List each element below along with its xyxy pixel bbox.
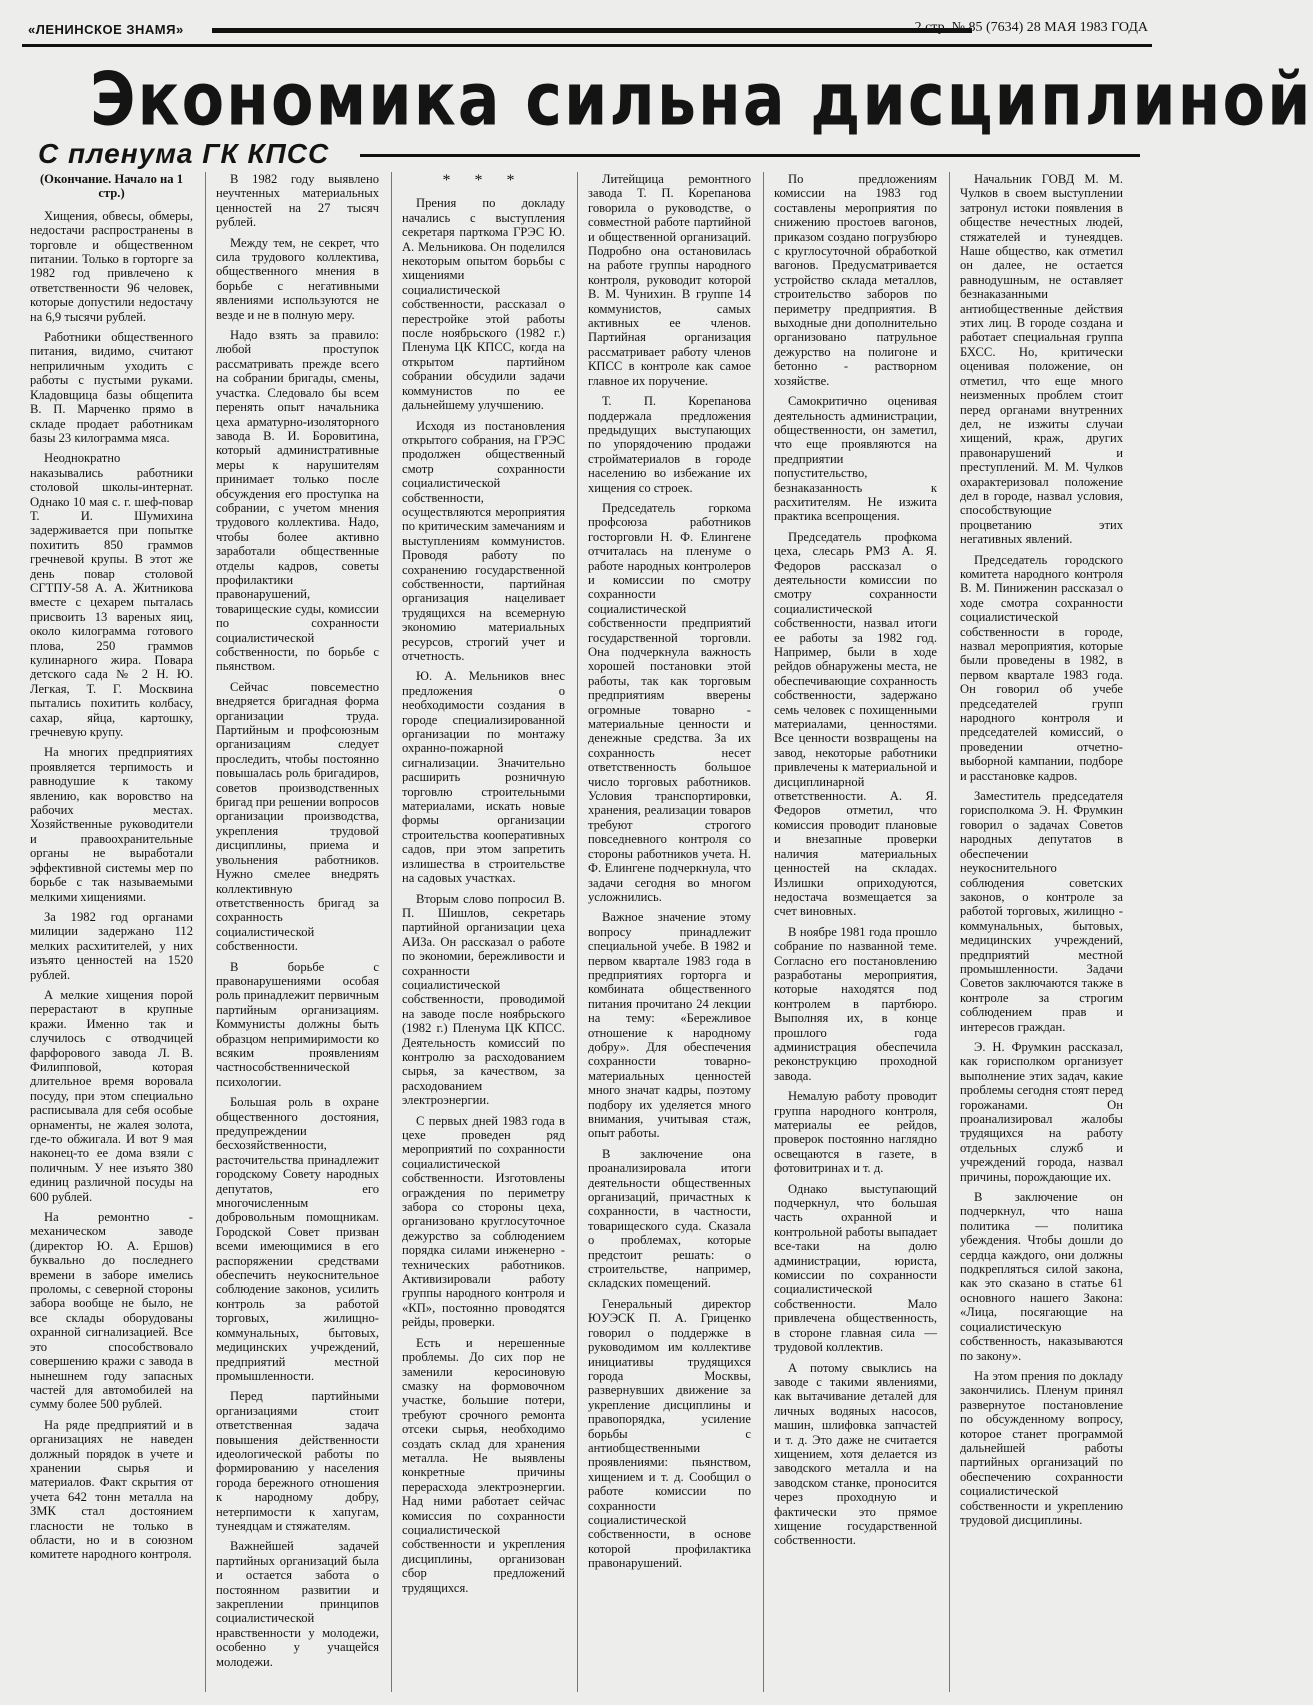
paragraph: Самокритично оценивая деятельность администрации, общественности, он заметил, что еще проявляются на предприятии попустительство, безнаказанность к расхитителям. Не изжита практика всепрощения. xyxy=(774,394,937,524)
paragraph: Однако выступающий подчеркнул, что большая часть охранной и контрольной работы выпадает все-таки на долю администрации, юриста, комиссии по сохранности социалистической собственности. Мало привлечена общественность, в стороне главная сила — трудовой коллектив. xyxy=(774,1181,937,1355)
paragraph: Председатель горкома профсоюза работников госторговли Н. Ф. Елингене отчиталась на пленуме о работе народных контролеров и комиссии по смотру сохранности социалистической собственности предприятий государственной торговли. Она подчеркнула важность хорошей постановки этой работы, так как торговым предприятиям вверены огромные товарно - материальные ценности и денежные средства. За их сохранность несет ответственность большое число торговых работников. Условия транспортировки, хранения, реализации товаров требуют строгого повседневного контроля со стороны работников учета. Н. Ф. Елингене подчеркнула, что задачи сегодня во многом усложнились. xyxy=(588,500,751,904)
paragraph: В ноябре 1981 года прошло собрание по названной теме. Согласно его постановлению разработаны мероприятия, которые находятся под контролем в партбюро. Выполняя их, в конце прошлого года администрация обеспечила реконструкцию проходной завода. xyxy=(774,924,937,1083)
continuation-note: (Окончание. Начало на 1 стр.) xyxy=(39,172,184,201)
paragraph: В борьбе с правонарушениями особая роль принадлежит первичным партийным организациям. Коммунисты должны быть образцом непримиримости ко всяким проявлениям частнособственнической психологии. xyxy=(216,959,379,1089)
paragraph: Немалую работу проводит группа народного контроля, материалы ее рейдов, проверок постоянно наглядно освещаются в газете, в фотовитринах и т. д. xyxy=(774,1089,937,1176)
paragraph: Ю. А. Мельников внес предложения о необходимости создания в городе специализированной организации по монтажу охранно-пожарной сигнализации. Значительно расширить розничную торговлю строительными материалами, искать новые формы организации строительства кооперативных садов, при этом запретить излишества в строительстве на садовых участках. xyxy=(402,669,565,886)
masthead xyxy=(22,14,1152,40)
paragraph: Работники общественного питания, видимо, считают неприличным уходить с работы с пустыми руками. Кладовщица базы общепита В. П. Марченко прямо в складе продает работникам базы 23 килограмма мяса. xyxy=(30,330,193,445)
column-3 xyxy=(402,172,565,1697)
paragraph: Важнейшей задачей партийных организаций была и остается забота о постоянном развитии и закреплении принципов социалистической нравственности у молодежи, особенно у учащейся молодежи. xyxy=(216,1539,379,1669)
paragraph: На многих предприятиях проявляется терпимость и равнодушие к такому явлению, как воровство на рабочих местах. Хозяйственные руководители и правоохранительные органы не выработали эффективной системы мер по борьбе с так называемыми мелкими хищениями. xyxy=(30,745,193,904)
paragraph: Большая роль в охране общественного достояния, предупреждении бесхозяйственности, расточительства принадлежит городскому Совету народных депутатов, его многочисленным добровольным помощникам. Городской Совет призван всеми имеющимися в его распоряжении средствами обеспечить неукоснительное соблюдение законов, усилить контроль за работой торговых, жилищно-коммунальных, бытовых, медицинских учреждений, предприятий местной промышленности. xyxy=(216,1095,379,1383)
column-divider xyxy=(205,172,206,1692)
paragraph: На ремонтно - механическом заводе (директор Ю. А. Ершов) буквально до последнего времени в заборе имелись проломы, с северной стороны забора вообще не было, не все склады оборудованы охранной сигнализацией. Все это способствовало совершению кражи с завода в нынешнем году запасных частей для автомобилей на сумму более 500 рублей. xyxy=(30,1210,193,1412)
section-separator: * * * xyxy=(442,172,525,189)
masthead-rule xyxy=(212,28,972,33)
paragraph: В заключение он подчеркнул, что наша политика — политика убеждения. Чтобы дошли до сердца каждого, они должны подкрепляться силой закона, как это сказано в статье 61 основного нашего Закона: «Лица, посягающие на социалистическую собственность, наказываются по закону». xyxy=(960,1190,1123,1363)
paragraph: Председатель городского комитета народного контроля В. М. Пиниженин рассказал о ходе смотра сохранности социалистической собственности в городе, назвал мероприятия, которые были проведены в 1982, в первом квартале 1983 года. Он говорил об учебе председателей групп народного контроля и председателей комиссий, о проведении отчетно-выборной кампании, подборе и расстановке кадров. xyxy=(960,552,1123,783)
paragraph: С первых дней 1983 года в цехе проведен ряд мероприятий по сохранности социалистической собственности. Изготовлены ограждения по периметру забора со стороны цеха, организовано круглосуточное дежурство за соблюдением порядка силами инженерно - технических работников. Активизировали работу группы народного контроля и «КП», постоянно проводятся рейды, проверки. xyxy=(402,1113,565,1330)
article-columns xyxy=(30,172,1154,1697)
paragraph: Заместитель председателя горисполкома Э. Н. Фрумкин говорил о задачах Советов народных депутатов в обеспечении неукоснительного соблюдения советских законов, о контроле за работой торговых, жилищно - коммунальных, бытовых, медицинских учреждений, предприятий местной промышленности. Задачи Советов заключаются также в контроле за строгим соблюдением прав и интересов граждан. xyxy=(960,789,1123,1034)
paragraph: Т. П. Корепанова поддержала предложения предыдущих выступающих по упорядочению продажи стройматериалов в городе населению во избежание их хищения со строек. xyxy=(588,394,751,495)
paragraph: На ряде предприятий и в организациях не наведен должный порядок в учете и хранении сырья и материалов. Факт скрытия от учета 642 тонн металла на ЗМК стал достоянием гласности не только в области, но и в союзном комитете народного контроля. xyxy=(30,1417,193,1562)
paragraph: Есть и нерешенные проблемы. До сих пор не заменили керосиновую смазку на формовочном участке, большие потери, требуют срочного ремонта отсеки сырья, необходимо создать склад для хранения металла. Не выявлены конкретные причины перерасхода электроэнергии. Над ними работает сейчас комиссия по сохранности социалистической собственности и укрепления дисциплины, организован сбор предложений трудящихся. xyxy=(402,1335,565,1595)
paragraph: Сейчас повсеместно внедряется бригадная форма организации труда. Партийным и профсоюзным организациям следует проследить, чтобы постоянно повышалась роль бригадиров, советов производственных бригад при решении вопросов организации производства, укрепления трудовой дисциплины, приема и увольнения работников. Нужно смелее внедрять коллективную ответственность бригад за сохранность социалистической собственности. xyxy=(216,679,379,954)
subhead: С пленума ГК КПСС xyxy=(38,138,330,169)
paragraph: Надо взять за правило: любой проступок рассматривать прежде всего на собрании бригады, смены, участка. Следовало бы всем перенять опыт начальника цеха арматурно-изоляторного завода В. И. Боровитина, который административные меры к нарушителям принимает только после обсуждения его проступка на собрании, с учетом мнения трудового коллектива. Надо, чтобы более активно заработали общественные отделы кадров, советы профилактики правонарушений, товарищеские суды, комиссии по сохранности социалистической собственности, по борьбе с пьянством. xyxy=(216,328,379,674)
paragraph: Между тем, не секрет, что сила трудового коллектива, общественного мнения в борьбе с негативными явлениями используются не везде и не в полную меру. xyxy=(216,235,379,322)
paragraph: Неоднократно наказывались работники столовой школы-интернат. Однако 10 мая с. г. шеф-повар Т. И. Шумихина задерживается при попытке похитить 850 граммов гречневой крупы. В этот же день повар столовой СГТПУ-58 А. А. Житникова вместе с цехарем пыталась присвоить 13 вареных яиц, около килограмма готового плова, 250 граммов кулинарного жира. Повара детского сада № 2 Н. Ю. Легкая, Т. Г. Москвина пытались похитить колбасу, сахар, яйца, картошку, гречневую крупу. xyxy=(30,451,193,740)
paragraph: В заключение она проанализировала итоги деятельности общественных организаций, причастных к сохранности, в частности, товарищеского суда. Сказала о проблемах, которые предстоит решать: о строительстве, например, складских помещений. xyxy=(588,1146,751,1291)
paragraph: Прения по докладу начались с выступления секретаря парткома ГРЭС Ю. А. Мельникова. Он поделился некоторым опытом борьбы с хищениями социалистической собственности, рассказал о перестройке этой работы после ноябрьского (1982 г.) Пленума ЦК КПСС, когда на открытом партийном собрании обсудили задачи коммунистов по ее дальнейшему улучшению. xyxy=(402,196,565,413)
column-6 xyxy=(960,172,1123,1697)
paragraph: Хищения, обвесы, обмеры, недостачи распространены в торговле и общественном питании. Только в горторге за 1982 год привлечено к ответственности 96 человек, которые допустили недостачу на 6,9 тысячи рублей. xyxy=(30,208,193,324)
column-divider xyxy=(577,172,578,1692)
column-1 xyxy=(30,172,193,1697)
paragraph: В 1982 году выявлено неучтенных материальных ценностей на 27 тысяч рублей. xyxy=(216,172,379,230)
paragraph: Вторым слово попросил В. П. Шишлов, секретарь партийной организации цеха АИЗа. Он рассказал о работе по экономии, бережливости и сохранности социалистической собственности, проводимой на заводе после ноябрьского (1982 г.) Пленума ЦК КПСС. Деятельность комиссий по контролю за расходованием сырья, за качеством, за расходованием электроэнергии. xyxy=(402,891,565,1108)
paragraph: Перед партийными организациями стоит ответственная задача повышения действенности идеологической работы по формированию у населения города бережного отношения к народному добру, нетерпимости к хапугам, тунеядцам и стяжателям. xyxy=(216,1389,379,1533)
paragraph: Генеральный директор ЮУЭСК П. А. Гриценко говорил о поддержке в руководимом им коллективе инициативы трудящихся города Москвы, развернувших движение за укрепление дисциплины и правопорядка, усиление борьбы с антиобщественными проявлениями: пьянством, хищением и т. д. Сообщил о работе комиссии по сохранности социалистической собственности, в основе которой профилактика правонарушений. xyxy=(588,1296,751,1571)
column-5 xyxy=(774,172,937,1697)
issue-line: 2 стр. № 85 (7634) 28 МАЯ 1983 ГОДА xyxy=(914,20,1148,35)
paragraph: Важное значение этому вопросу принадлежит специальной учебе. В 1982 и первом квартале 1983 года в предприятиях горторга и комбината общественного питания прочитано 24 лекции на тему: «Бережливое отношение к народному добру». Для обеспечения сохранности товарно-материальных ценностей много значат кадры, поэтому подбору их уделяется много внимания, учитывая стаж, опыт работы. xyxy=(588,910,751,1141)
column-4 xyxy=(588,172,751,1697)
paragraph: А мелкие хищения порой перерастают в крупные кражи. Именно так и случилось с отводчицей фарфорового завода Л. В. Филипповой, которая длительное время воровала посуду, при этом специально расписывала для себя особые орнаменты, не жалея золота, где-то обжигала. И вот 9 мая наконец-то ее дома взяли с поличным. У нее изъято 380 единиц различной посуды на 600 рублей. xyxy=(30,987,193,1204)
paragraph: На этом прения по докладу закончились. Пленум принял развернутое постановление по обсужденному вопросу, которое станет программой дальнейшей работы партийных организаций по обеспечению сохранности социалистической собственности и укреплению трудовой дисциплины. xyxy=(960,1368,1123,1527)
paragraph: А потому свыклись на заводе с такими явлениями, как вытачивание деталей для личных водяных насосов, машин, шлифовка запчастей и т. д. Это даже не считается хищением, хотя делается из заводского металла и на заводском станке, проносится через проходную и фактически это прямое хищение государственной собственности. xyxy=(774,1360,937,1548)
paragraph: По предложениям комиссии на 1983 год составлены мероприятия по снижению простоев вагонов, приказом создано погрузбюро с круглосуточной обработкой вагонов. Предусматривается устройство склада металлов, строительство заборов по периметру предприятия. В выходные дни дополнительно организовано патрульное дежурство на полигоне и бетонно - растворном хозяйстве. xyxy=(774,172,937,388)
column-divider xyxy=(949,172,950,1692)
paragraph: Э. Н. Фрумкин рассказал, как горисполком организует выполнение этих задач, какие проблемы сегодня стоят перед горожанами. Он проанализировал жалобы трудящихся на работу отдельных служб и учреждений города, назвал причины, порождающие их. xyxy=(960,1039,1123,1184)
column-divider xyxy=(391,172,392,1692)
newspaper-name: «ЛЕНИНСКОЕ ЗНАМЯ» xyxy=(28,22,184,37)
column-2 xyxy=(216,172,379,1697)
headline: Экономика сильна дисциплиной xyxy=(90,56,1313,143)
subhead-rule xyxy=(360,154,1140,157)
column-divider xyxy=(763,172,764,1692)
headline-top-rule xyxy=(22,44,1152,47)
paragraph: Начальник ГОВД М. М. Чулков в своем выступлении затронул истоки появления в обществе нечестных людей, стяжателей и тунеядцев. Наше общество, как отметил он далее, не остается равнодушным, не оставляет безнаказанными антиобщественные действия этих лиц. В городе создана и работает специальная группа БХСС. Но, критически оценивая положение, он отметил, что еще много неизменных проблем стоит перед органами внутренних дел, не изжиты случаи хищений, краж, других правонарушений и преступлений. М. М. Чулков охарактеризовал положение дел в городе, назвал условия, способствующие процветанию этих негативных явлений. xyxy=(960,172,1123,547)
paragraph: Исходя из постановления открытого собрания, на ГРЭС продолжен общественный смотр сохранности социалистической собственности, осуществляются мероприятия по критическим замечаниям и выступлениям коммунистов. Проводя работу по сохранению государственной собственности, партийная организация нацеливает трудящихся на всемерную экономию материальных ресурсов, строгий учет и отчетность. xyxy=(402,418,565,663)
paragraph: Председатель профкома цеха, слесарь РМЗ А. Я. Федоров рассказал о деятельности комиссии по смотру сохранности социалистической собственности, назвал итоги ее работы за 1982 год. Например, были в ходе рейдов обнаружены места, не обеспечивающие сохранность собственности, задержано семь человек с похищенными материалами, ценностями. Все ценности возвращены на завод, некоторые работники привлечены к материальной и дисциплинарной ответственности. А. Я. Федоров отметил, что комиссия проводит плановые и внезапные проверки наличия материальных ценностей на складах. Излишки оприходуются, недостача возмещается за счет виновных. xyxy=(774,529,937,919)
paragraph: Литейщица ремонтного завода Т. П. Корепанова говорила о руководстве, о совместной работе партийной и общественной организаций. Подробно она остановилась на работе группы народного контроля, руководит которой В. М. Чунихин. В группе 14 коммунистов, самых активных ее членов. Партийная организация рассматривает работу членов КПСС в контроле как самое главное их поручение. xyxy=(588,172,751,388)
paragraph: За 1982 год органами милиции задержано 112 мелких расхитителей, у них изъято ценностей на 1520 рублей. xyxy=(30,909,193,982)
